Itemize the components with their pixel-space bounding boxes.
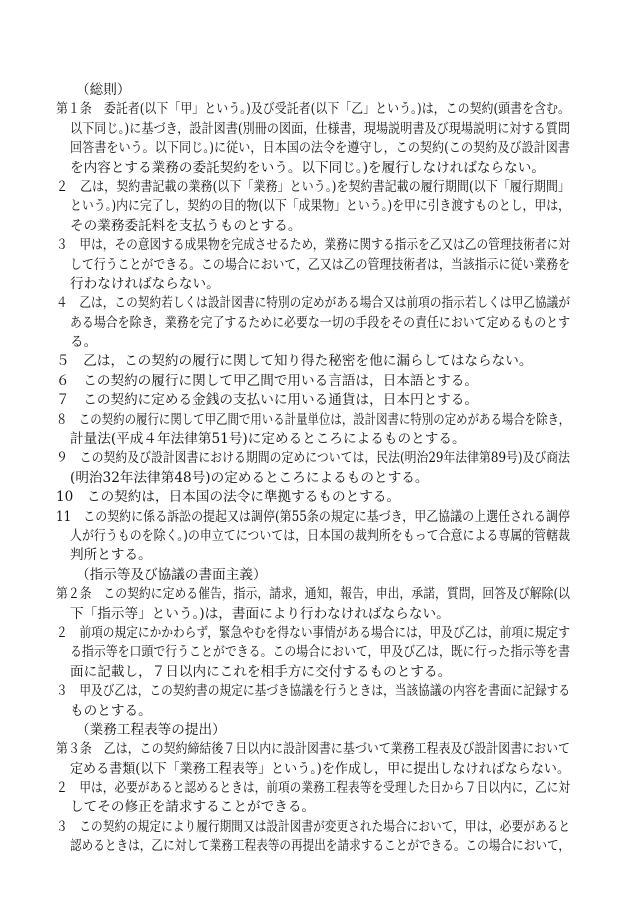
article-1-para-8 — [56, 411, 570, 430]
text-run: ４ 乙は，この契約若しくは設計図書に特別の定めがある場合又は前項の指示若しくは甲乙協議が — [56, 295, 571, 312]
text-run: 計量法(平成４年法律第51号)に定めるところによるものとする。 — [70, 431, 466, 448]
article-1-para-3 — [56, 236, 570, 255]
text-run: を内容とする業務の委託契約をいう。以下同じ。)を履行しなければならない。 — [70, 159, 546, 176]
text-run: 以下同じ。)に基づき，設計図書(別冊の図面，仕様書，現場説明書及び現場説明に対する質問 — [70, 120, 570, 137]
text-run: ３ 甲は，その意図する成果物を完成させるため，業務に関する指示を乙又は乙の管理技術者に対 — [56, 237, 571, 254]
article-1-para-4 — [56, 294, 570, 313]
article-3-para-3 — [56, 837, 570, 856]
article-1-text — [56, 159, 570, 178]
text-run: ３ この契約の規定により履行期間又は設計図書が変更された場合において，甲は，必要があると — [56, 818, 571, 835]
text-run: ものとする。 — [70, 702, 152, 719]
article-1-text — [56, 120, 570, 139]
text-run: 定める書類(以下「業務工程表等」という。)を作成し，甲に提出しなければならない。 — [70, 760, 571, 777]
text-run: 下「指示等」という。)は，書面により行わなければならない。 — [70, 605, 450, 622]
article-2-text — [56, 605, 570, 624]
text-run: ６ この契約の履行に関して甲乙間で用いる言語は，日本語とする。 — [56, 372, 479, 389]
text-run: ７ この契約に定める金銭の支払いに用いる通貨は，日本円とする。 — [56, 392, 479, 409]
text-run: ８ この契約の履行に関して甲乙間で用いる計量単位は，設計図書に特別の定めがある場合を除き， — [56, 411, 571, 428]
article-1-para-8 — [56, 430, 570, 449]
article-1-para-2 — [56, 217, 570, 236]
article-3-text — [56, 740, 570, 759]
article-1-para-9 — [56, 449, 570, 468]
article-2-para-2 — [56, 643, 570, 662]
article-1-para-10 — [56, 488, 570, 507]
text-run: 第１条 委託者(以下「甲」という。)及び受託者(以下「乙」という。)は，この契約(頭書を含む。 — [56, 101, 570, 118]
text-run: その業務委託料を支払うものとする。 — [70, 217, 302, 234]
text-run: ５ 乙は，この契約の履行に関して知り得た秘密を他に漏らしてはならない。 — [56, 353, 533, 370]
article-3-para-2 — [56, 798, 570, 817]
article-1-para-6 — [56, 372, 570, 391]
section-heading-work-schedule — [56, 721, 570, 740]
text-run: ２ 前項の規定にかかわらず，緊急やむを得ない事情がある場合には，甲及び乙は，前項に規定す — [56, 624, 570, 641]
text-run: 回答書をいう。以下同じ。)に従い，日本国の法令を遵守し，この契約(この契約及び設計図書 — [70, 140, 571, 157]
text-run: 認めるときは，乙に対して業務工程表等の再提出を請求することができる。この場合において， — [70, 838, 570, 855]
article-1-para-11 — [56, 546, 570, 565]
article-3-text — [56, 760, 570, 779]
text-run: ３ 甲及び乙は，この契約書の規定に基づき協議を行うときは，当該協議の内容を書面に記録する — [56, 683, 571, 700]
text-run: （指示等及び協議の書面主義） — [76, 566, 267, 583]
article-1-para-5 — [56, 352, 570, 371]
article-1-para-3 — [56, 275, 570, 294]
text-run: 面に記載し，７日以内にこれを相手方に交付するものとする。 — [70, 663, 452, 680]
article-3-para-3 — [56, 818, 570, 837]
article-1-para-11 — [56, 527, 570, 546]
text-run: 人が行うものを除く。)の申立てについては，日本国の裁判所をもって合意による専属的管轄裁 — [70, 527, 571, 544]
section-heading-general — [56, 81, 570, 100]
article-1-text — [56, 139, 570, 158]
contract-document — [56, 81, 570, 857]
article-1-para-7 — [56, 391, 570, 410]
text-run: る指示等を口頭で行うことができる。この場合において，甲及び乙は，既に行った指示等を書 — [70, 644, 571, 661]
text-run: ２ 乙は，契約書記載の業務(以下「業務」という。)を契約書記載の履行期間(以下「履行期間」 — [56, 178, 571, 195]
text-run: 10 この契約は，日本国の法令に準拠するものとする。 — [56, 489, 401, 506]
text-run: という。)内に完了し，契約の目的物(以下「成果物」という。)を甲に引き渡すものとし，甲は， — [70, 198, 570, 215]
article-1-para-2 — [56, 178, 570, 197]
article-1-para-4 — [56, 314, 570, 333]
text-run: （総則） — [76, 82, 131, 98]
text-run: る。 — [70, 334, 98, 351]
article-1-text — [56, 100, 570, 119]
article-2-para-3 — [56, 682, 570, 701]
article-2-para-2 — [56, 624, 570, 643]
article-2-para-2 — [56, 663, 570, 682]
article-2-para-3 — [56, 702, 570, 721]
article-1-para-2 — [56, 197, 570, 216]
article-1-para-11 — [56, 508, 570, 527]
text-run: 行わなければならない。 — [70, 275, 220, 292]
article-2-text — [56, 585, 570, 604]
text-run: ある場合を除き，業務を完了するために必要な一切の手段をその責任において定めるものとす — [70, 314, 571, 331]
section-heading-written-instructions — [56, 566, 570, 585]
text-run: してその修正を請求することができる。 — [70, 799, 316, 816]
article-3-para-2 — [56, 779, 570, 798]
text-run: 判所とする。 — [70, 547, 152, 564]
text-run: 第２条 この契約に定める催告，指示，請求，通知，報告，申出，承諾，質問，回答及び解除(以 — [56, 586, 570, 603]
text-run: ２ 甲は，必要があると認めるときは，前項の業務工程表等を受理した日から７日以内に，乙に対 — [56, 780, 571, 797]
text-run: （業務工程表等の提出） — [76, 721, 226, 738]
article-1-para-9 — [56, 469, 570, 488]
text-run: ９ この契約及び設計図書における期間の定めについては，民法(明治29年法律第89号)及び商法 — [56, 450, 571, 467]
text-run: 11 この契約に係る訴訟の提起又は調停(第55条の規定に基づき，甲乙協議の上選任される調停 — [56, 508, 570, 525]
text-run: して行うことができる。この場合において，乙又は乙の管理技術者は，当該指示に従い業務を — [70, 256, 571, 273]
article-1-para-4 — [56, 333, 570, 352]
article-1-para-3 — [56, 256, 570, 275]
text-run: (明治32年法律第48号)の定めるところによるものとする。 — [70, 469, 429, 486]
text-run: 第３条 乙は，この契約締結後７日以内に設計図書に基づいて業務工程表及び設計図書において — [56, 741, 570, 758]
